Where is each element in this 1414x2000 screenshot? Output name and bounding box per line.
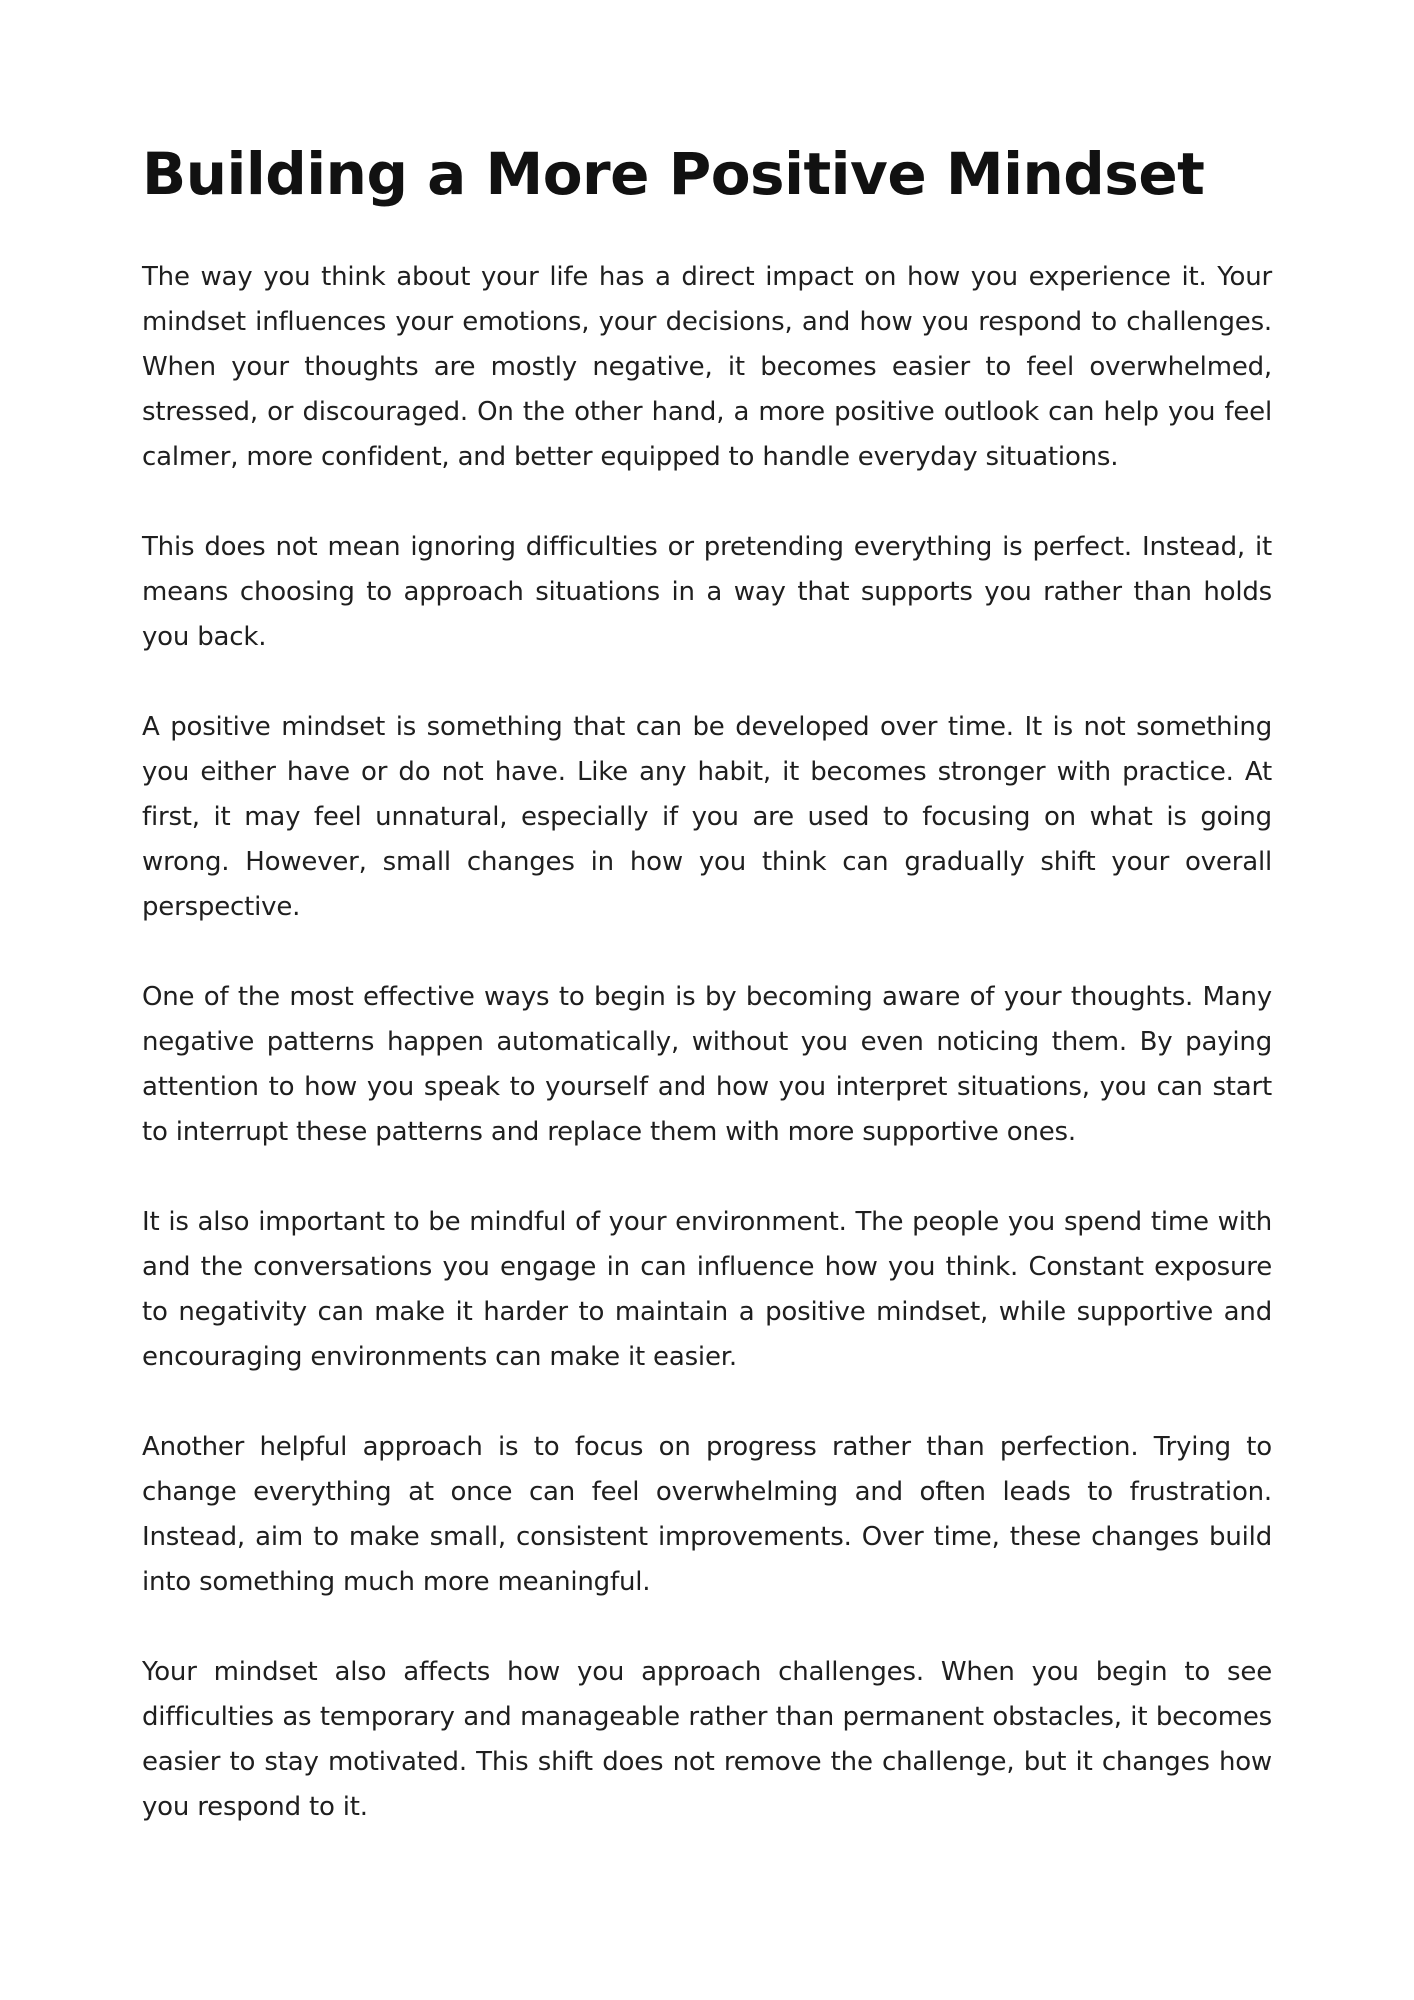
paragraph-7: Your mindset also affects how you approach challenges. When you begin to see difficulties as temporary and manageable rather than permanent obstacles, it becomes easier to stay motivated. This shift does not remove the challenge, but it changes how you respond to it. bbox=[142, 1657, 1272, 1822]
page-title: Building a More Positive Mindset bbox=[142, 140, 1205, 208]
paragraph-5: It is also important to be mindful of your environment. The people you spend time with and the conversations you engage in can influence how you think. Constant exposure to negativity can make it harder to maintain a positive mindset, while supportive and encouraging environments can make it easier. bbox=[142, 1207, 1272, 1372]
document-body bbox=[142, 255, 1272, 1830]
paragraph-6: Another helpful approach is to focus on progress rather than perfection. Trying to change everything at once can feel overwhelming and often leads to frustration. Instead, aim to make small, consistent improvements. Over time, these changes build into something much more meaningful. bbox=[142, 1432, 1272, 1597]
paragraph-4: One of the most effective ways to begin is by becoming aware of your thoughts. Many negative patterns happen automatically, without you even noticing them. By paying attention to how you speak to yourself and how you interpret situations, you can start to interrupt these patterns and replace them with more supportive ones. bbox=[142, 982, 1272, 1147]
paragraph-2: This does not mean ignoring difficulties or pretending everything is perfect. Instead, it means choosing to approach situations in a way that supports you rather than holds you back. bbox=[142, 532, 1272, 652]
paragraph-3: A positive mindset is something that can be developed over time. It is not something you either have or do not have. Like any habit, it becomes stronger with practice. At first, it may feel unnatural, especially if you are used to focusing on what is going wrong. However, small changes in how you think can gradually shift your overall perspective. bbox=[142, 712, 1272, 922]
paragraph-1: The way you think about your life has a direct impact on how you experience it. Your mindset influences your emotions, your decisions, and how you respond to challenges. When your thoughts are mostly negative, it becomes easier to feel overwhelmed, stressed, or discouraged. On the other hand, a more positive outlook can help you feel calmer, more confident, and better equipped to handle everyday situations. bbox=[142, 262, 1272, 472]
